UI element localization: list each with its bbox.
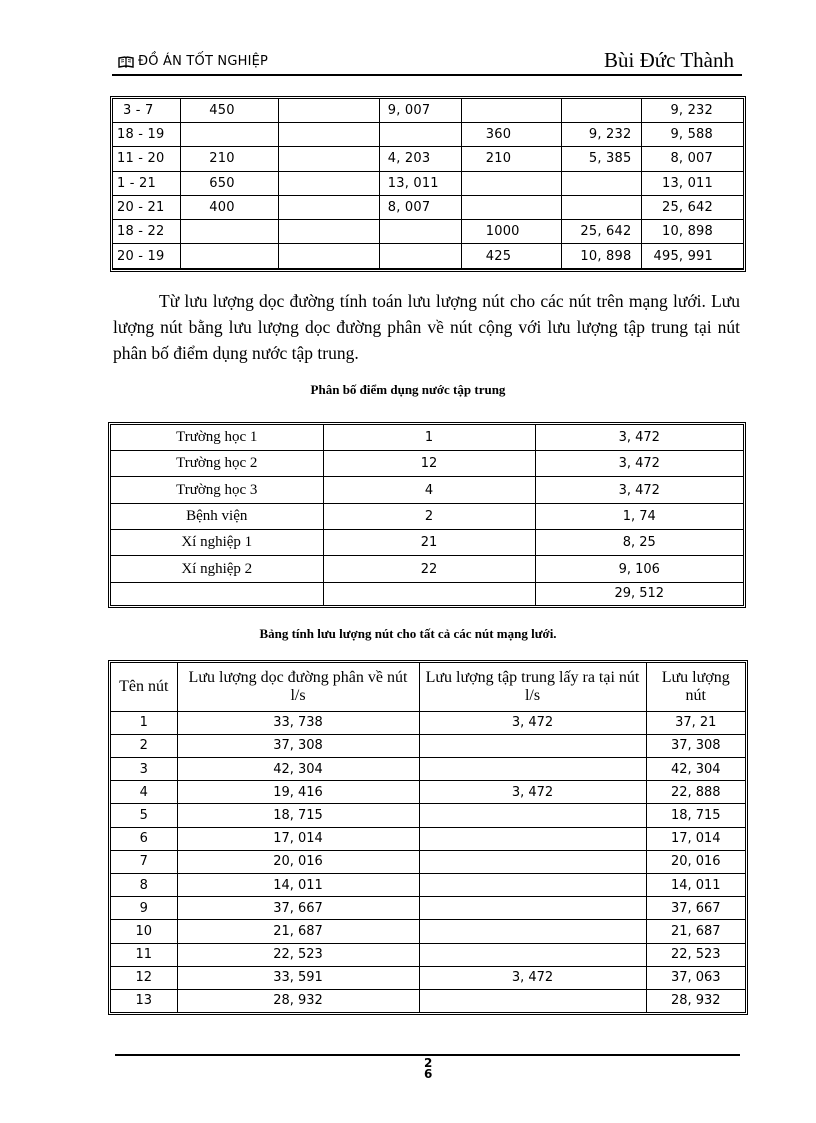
table-cell: 3: [111, 757, 177, 780]
table-row: [113, 147, 743, 171]
table-cell: 37, 063: [646, 966, 745, 989]
table-cell: [379, 220, 461, 244]
table-cell: 21, 687: [646, 920, 745, 943]
table-cell: 5: [111, 804, 177, 827]
body-paragraph: [113, 288, 740, 366]
table-cell: [419, 989, 646, 1012]
page-number-value: 26: [424, 1056, 433, 1081]
column-header: Tên nút: [111, 663, 177, 711]
table-cell: 19, 416: [177, 781, 419, 804]
table-row: [111, 530, 743, 556]
table-cell: 18, 715: [646, 804, 745, 827]
table-cell: [379, 244, 461, 268]
table-cell: 29, 512: [535, 582, 743, 605]
table-cell: 22, 523: [646, 943, 745, 966]
table-cell: [419, 757, 646, 780]
table-cell: Xí nghiệp 1: [111, 530, 323, 556]
table-row: [113, 123, 743, 147]
book-icon: [118, 56, 134, 68]
table-cell: 495, 991: [642, 244, 743, 268]
table-cell: 3, 472: [419, 966, 646, 989]
table-cell: Trường học 1: [111, 425, 323, 451]
table-row: [111, 966, 745, 989]
table-cell: [461, 268, 561, 269]
table-cell: 18 - 22: [113, 220, 181, 244]
table-cell: 33, 591: [177, 966, 419, 989]
table-cell: [379, 123, 461, 147]
table-cell: 400: [181, 195, 278, 219]
table-row: [111, 451, 743, 477]
table-row: [111, 920, 745, 943]
table-cell: 22, 523: [177, 943, 419, 966]
table-row: [111, 582, 743, 605]
table-cell: [419, 943, 646, 966]
table-cell: [419, 920, 646, 943]
table-cell: Trường học 3: [111, 477, 323, 503]
table-row: [111, 873, 745, 896]
table-row: [111, 734, 745, 757]
table-cell: [181, 268, 278, 269]
table-cell: [181, 220, 278, 244]
table-cell: 20, 016: [646, 850, 745, 873]
table-cell: [419, 897, 646, 920]
table-cell: 42, 304: [646, 757, 745, 780]
table-row: [113, 220, 743, 244]
table-cell: [461, 171, 561, 195]
table-cell: [278, 123, 379, 147]
table-cell: 9, 232: [561, 123, 642, 147]
table-row: [111, 556, 743, 582]
column-header: Lưu lượng nút: [646, 663, 745, 711]
table-cell: 1, 74: [535, 503, 743, 529]
table-cell: 20, 016: [177, 850, 419, 873]
table-cell: 21, 687: [177, 920, 419, 943]
table-cell: 1: [111, 711, 177, 734]
table-cell: [419, 873, 646, 896]
table-row: [111, 943, 745, 966]
table-cell: [419, 804, 646, 827]
table-row: [111, 757, 745, 780]
pipe-segment-table: [110, 96, 746, 272]
table-cell: 13, 011: [379, 171, 461, 195]
table-cell: [278, 195, 379, 219]
table-cell: 37, 667: [177, 897, 419, 920]
concentrated-demand-table: [108, 422, 746, 608]
table-cell: [419, 850, 646, 873]
table-cell: 3, 472: [535, 451, 743, 477]
table-cell: 14, 011: [177, 873, 419, 896]
table-cell: 10, 898: [642, 220, 743, 244]
table-cell: 8: [111, 873, 177, 896]
paragraph-text: Từ lưu lượng dọc đường tính toán lưu lượng nút cho các nút trên mạng lưới. Lưu lượng nút bằng lưu lượng dọc đường phân về nút cộng với lưu lượng tập trung tại nút phân bố điểm dụng nước tập trung.: [113, 291, 740, 363]
column-header: Lưu lượng dọc đường phân về nút l/s: [177, 663, 419, 711]
table-cell: [278, 171, 379, 195]
table-cell: 13: [111, 989, 177, 1012]
table-cell: 9, 588: [642, 123, 743, 147]
table-row: [111, 477, 743, 503]
table-cell: 20 - 19: [113, 244, 181, 268]
table-cell: [278, 268, 379, 269]
table-cell: 37, 667: [646, 897, 745, 920]
table-row: [113, 268, 743, 269]
table-cell: 4: [323, 477, 535, 503]
table-row: [111, 827, 745, 850]
table-cell: 4: [111, 781, 177, 804]
table-cell: 22, 888: [646, 781, 745, 804]
table-cell: 37, 21: [646, 711, 745, 734]
table-cell: 17, 014: [646, 827, 745, 850]
table-row: [111, 989, 745, 1012]
table-cell: [278, 147, 379, 171]
table-cell: 12: [111, 966, 177, 989]
table-cell: 8, 25: [535, 530, 743, 556]
page-number: [418, 1058, 438, 1080]
table-cell: 450: [181, 99, 278, 123]
table-cell: 9: [111, 897, 177, 920]
table-cell: 3, 472: [419, 781, 646, 804]
table-cell: [561, 99, 642, 123]
table-cell: 210: [461, 147, 561, 171]
table-cell: [278, 220, 379, 244]
table-cell: 360: [461, 123, 561, 147]
node-flow-table: [108, 660, 748, 1015]
table-cell: [278, 99, 379, 123]
table-cell: 1000: [461, 220, 561, 244]
header-divider: [112, 74, 742, 76]
table-cell: 425: [461, 244, 561, 268]
table-cell: Xí nghiệp 2: [111, 556, 323, 582]
table-cell: 18, 715: [177, 804, 419, 827]
table-cell: [461, 99, 561, 123]
table-cell: 28, 932: [177, 989, 419, 1012]
table-cell: 10: [111, 920, 177, 943]
table-cell: [323, 582, 535, 605]
table-cell: 25, 642: [642, 195, 743, 219]
table-row: [113, 99, 743, 123]
table-row: [113, 195, 743, 219]
table-cell: [181, 244, 278, 268]
table-row: [111, 711, 745, 734]
table-cell: 650: [181, 171, 278, 195]
header-author: Bùi Đức Thành: [604, 48, 734, 72]
table-row: [111, 804, 745, 827]
table-cell: 28, 932: [646, 989, 745, 1012]
table-cell: 20 - 21: [113, 195, 181, 219]
table-row: [111, 503, 743, 529]
table-cell: 22: [323, 556, 535, 582]
table-row: [111, 850, 745, 873]
table-cell: 8, 007: [379, 195, 461, 219]
table-cell: 17, 014: [177, 827, 419, 850]
table-cell: 25, 642: [561, 220, 642, 244]
table-cell: [561, 171, 642, 195]
table-cell: 18 - 19: [113, 123, 181, 147]
table-cell: 37, 308: [177, 734, 419, 757]
table-cell: 21: [323, 530, 535, 556]
caption-node-flow: Bảng tính lưu lượng nút cho tất cả các nút mạng lưới.: [259, 626, 557, 641]
caption-concentrated-demand: Phân bố điểm dụng nước tập trung: [310, 382, 506, 397]
table-cell: 11: [111, 943, 177, 966]
table-cell: [379, 268, 461, 269]
table-cell: [181, 123, 278, 147]
table-cell: [461, 195, 561, 219]
table-cell: 14, 011: [646, 873, 745, 896]
table-cell: [642, 268, 743, 269]
table-cell: [111, 582, 323, 605]
table-cell: [278, 244, 379, 268]
table-cell: 210: [181, 147, 278, 171]
table-cell: 3, 472: [535, 477, 743, 503]
table-cell: Bệnh viện: [111, 503, 323, 529]
table-row: [111, 897, 745, 920]
table-cell: 7: [111, 850, 177, 873]
table-cell: 6: [111, 827, 177, 850]
table-header-row: [111, 663, 745, 711]
header-left-title: ĐỒ ÁN TỐT NGHIỆP: [138, 54, 269, 69]
table-row: [113, 171, 743, 195]
table-cell: [561, 268, 642, 269]
table-cell: 2: [111, 734, 177, 757]
table-cell: 37, 308: [646, 734, 745, 757]
table-cell: 9, 106: [535, 556, 743, 582]
table-cell: [561, 195, 642, 219]
column-header: Lưu lượng tập trung lấy ra tại nút l/s: [419, 663, 646, 711]
table-cell: 5, 385: [561, 147, 642, 171]
table-cell: 4, 203: [379, 147, 461, 171]
header-title: [118, 54, 268, 69]
table-cell: 13, 011: [642, 171, 743, 195]
table-cell: 9, 007: [379, 99, 461, 123]
table-cell: 11 - 20: [113, 147, 181, 171]
table-cell: [419, 734, 646, 757]
table-row: [113, 244, 743, 268]
table-cell: 42, 304: [177, 757, 419, 780]
table-cell: 12: [323, 451, 535, 477]
table-cell: Trường học 2: [111, 451, 323, 477]
table-cell: 3 - 7: [113, 99, 181, 123]
table-cell: [113, 268, 181, 269]
table-row: [111, 781, 745, 804]
table-cell: 8, 007: [642, 147, 743, 171]
table-row: [111, 425, 743, 451]
table-cell: 3, 472: [419, 711, 646, 734]
table-cell: 9, 232: [642, 99, 743, 123]
table-cell: 10, 898: [561, 244, 642, 268]
table-cell: 3, 472: [535, 425, 743, 451]
table-cell: 1: [323, 425, 535, 451]
table-cell: [419, 827, 646, 850]
table-cell: 1 - 21: [113, 171, 181, 195]
table-cell: 33, 738: [177, 711, 419, 734]
table-cell: 2: [323, 503, 535, 529]
